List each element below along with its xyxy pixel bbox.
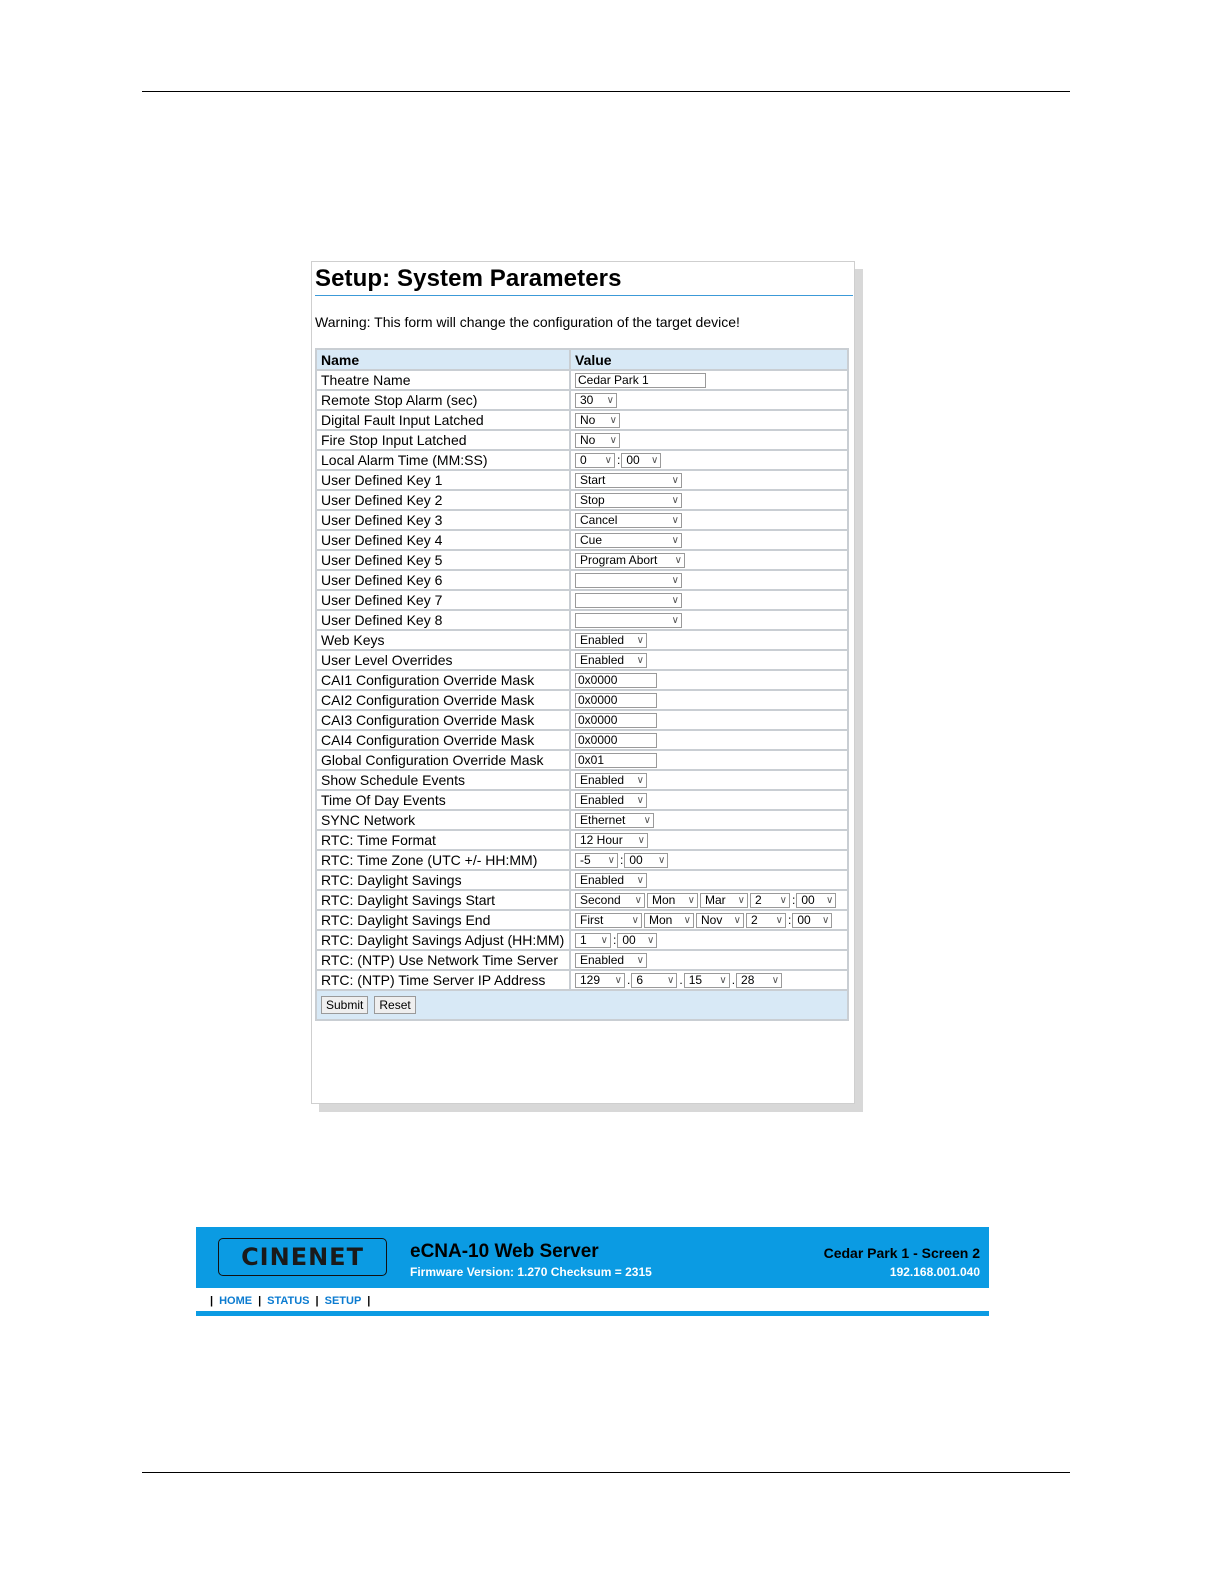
table-row [316, 710, 848, 730]
table-row [316, 770, 848, 790]
chevron-down-icon: ∨ [733, 914, 741, 926]
param-value-cell [570, 870, 848, 890]
param-name: Fire Stop Input Latched [316, 430, 570, 450]
param-value-fields [575, 453, 844, 468]
select-value: Enabled [580, 953, 625, 967]
param-text-input[interactable]: 0x0000 [575, 673, 657, 688]
param-select[interactable] [575, 813, 654, 828]
select-value: 00 [626, 453, 640, 467]
param-name: CAI3 Configuration Override Mask [316, 710, 570, 730]
param-select[interactable] [792, 913, 832, 928]
select-value: 00 [801, 893, 815, 907]
param-name: CAI1 Configuration Override Mask [316, 670, 570, 690]
param-value-fields [575, 473, 844, 488]
param-name: User Defined Key 4 [316, 530, 570, 550]
param-select[interactable] [575, 533, 682, 548]
submit-button[interactable]: Submit [321, 996, 368, 1014]
table-row [316, 590, 848, 610]
param-value-cell [570, 890, 848, 910]
select-value: Start [580, 473, 606, 487]
param-value-cell [570, 830, 848, 850]
param-value-fields [575, 393, 844, 408]
param-select[interactable] [575, 913, 642, 928]
param-value-cell [570, 510, 848, 530]
param-value-fields [575, 773, 844, 788]
table-row [316, 970, 848, 990]
param-select[interactable] [696, 913, 744, 928]
param-name: Web Keys [316, 630, 570, 650]
param-select[interactable] [575, 413, 620, 428]
param-value-cell [570, 590, 848, 610]
reset-button[interactable]: Reset [374, 996, 415, 1014]
param-value-fields [575, 433, 844, 448]
table-header [316, 349, 848, 370]
chevron-down-icon: ∨ [822, 914, 830, 926]
chevron-down-icon: ∨ [674, 554, 682, 566]
select-value: Mar [705, 893, 726, 907]
param-value-fields [575, 833, 844, 848]
param-value-cell [570, 930, 848, 950]
param-name: User Defined Key 7 [316, 590, 570, 610]
select-value: Enabled [580, 633, 625, 647]
table-row [316, 830, 848, 850]
param-value-fields [575, 373, 844, 388]
param-name: Show Schedule Events [316, 770, 570, 790]
chevron-down-icon: ∨ [606, 394, 614, 406]
chevron-down-icon: ∨ [826, 894, 834, 906]
table-row [316, 730, 848, 750]
param-value-fields [575, 513, 844, 528]
chevron-down-icon: ∨ [719, 974, 727, 986]
param-value-cell [570, 570, 848, 590]
param-value-fields [575, 713, 844, 728]
param-name: User Defined Key 3 [316, 510, 570, 530]
param-value-cell [570, 610, 848, 630]
nav-setup-link[interactable]: SETUP [324, 1295, 362, 1307]
param-value-cell [570, 490, 848, 510]
param-value-cell [570, 950, 848, 970]
field-separator: : [620, 853, 624, 867]
param-value-fields [575, 573, 844, 588]
param-select[interactable] [647, 893, 698, 908]
param-value-fields [575, 553, 844, 568]
param-value-fields [575, 813, 844, 828]
param-select[interactable] [575, 653, 647, 668]
chevron-down-icon: ∨ [671, 594, 679, 606]
param-value-fields [575, 413, 844, 428]
param-value-cell [570, 970, 848, 990]
nav-separator: | [258, 1295, 262, 1307]
param-select[interactable] [700, 893, 748, 908]
table-row [316, 530, 848, 550]
param-value-cell [570, 750, 848, 770]
footer-rule [142, 1472, 1070, 1473]
select-value: 2 [755, 893, 762, 907]
chevron-down-icon: ∨ [609, 434, 617, 446]
field-separator: . [679, 973, 683, 987]
table-body [316, 370, 848, 990]
field-separator: . [627, 973, 631, 987]
param-value-fields [575, 913, 844, 928]
param-name: RTC: Time Format [316, 830, 570, 850]
param-name: User Defined Key 8 [316, 610, 570, 630]
chevron-down-icon: ∨ [607, 854, 615, 866]
param-value-fields [575, 593, 844, 608]
table-row [316, 370, 848, 390]
nav-home-link[interactable]: HOME [219, 1295, 253, 1307]
chevron-down-icon: ∨ [771, 974, 780, 986]
select-value: Enabled [580, 873, 625, 887]
select-value: 129 [580, 973, 601, 987]
param-text-input[interactable]: 0x0000 [575, 693, 657, 708]
select-value: Program Abort [580, 553, 658, 567]
param-select[interactable] [575, 613, 682, 628]
select-value: Stop [580, 493, 605, 507]
select-value: No [580, 433, 596, 447]
param-value-fields [575, 733, 844, 748]
button-cell [316, 990, 848, 1020]
param-name: Digital Fault Input Latched [316, 410, 570, 430]
select-value: 00 [629, 853, 643, 867]
table-row [316, 650, 848, 670]
table-row [316, 750, 848, 770]
parameters-table [315, 348, 849, 1021]
param-name: User Defined Key 1 [316, 470, 570, 490]
select-value: Ethernet [580, 813, 626, 827]
chevron-down-icon: ∨ [671, 494, 679, 506]
nav-status-link[interactable]: STATUS [267, 1295, 310, 1307]
firmware-info: Firmware Version: 1.270 Checksum = 2315 [410, 1265, 652, 1279]
param-value-cell [570, 650, 848, 670]
param-select[interactable] [746, 913, 786, 928]
table-row [316, 790, 848, 810]
cinenet-logo [218, 1238, 387, 1276]
param-select[interactable] [575, 933, 611, 948]
param-name: Remote Stop Alarm (sec) [316, 390, 570, 410]
param-value-fields [575, 873, 844, 888]
param-name: RTC: Daylight Savings Adjust (HH:MM) [316, 930, 570, 950]
param-value-fields [575, 613, 844, 628]
chevron-down-icon: ∨ [671, 534, 679, 546]
table-row [316, 810, 848, 830]
table-row [316, 670, 848, 690]
select-value: 12 Hour [580, 833, 623, 847]
chevron-down-icon: ∨ [600, 934, 608, 946]
param-name: Theatre Name [316, 370, 570, 390]
param-value-fields [575, 893, 844, 908]
chevron-down-icon: ∨ [634, 894, 642, 906]
param-text-input[interactable]: 0x0000 [575, 713, 657, 728]
param-value-cell [570, 530, 848, 550]
button-row [316, 990, 848, 1020]
table-row [316, 610, 848, 630]
table-row [316, 930, 848, 950]
table-row [316, 510, 848, 530]
title-underline [315, 295, 853, 296]
chevron-down-icon: ∨ [671, 574, 679, 586]
param-select[interactable] [684, 973, 730, 988]
param-select[interactable] [575, 873, 647, 888]
nav-separator: | [315, 1295, 319, 1307]
param-select[interactable] [736, 973, 782, 988]
page-title: Setup: System Parameters [315, 265, 622, 292]
param-value-cell [570, 430, 848, 450]
select-value: Enabled [580, 653, 625, 667]
chevron-down-icon: ∨ [636, 794, 644, 806]
param-name: CAI4 Configuration Override Mask [316, 730, 570, 750]
param-value-cell [570, 410, 848, 430]
param-value-cell [570, 710, 848, 730]
param-value-cell [570, 790, 848, 810]
select-value: -5 [580, 853, 591, 867]
chevron-down-icon: ∨ [671, 474, 679, 486]
param-value-fields [575, 853, 844, 868]
param-select[interactable] [575, 593, 682, 608]
param-value-fields [575, 973, 844, 988]
nav-separator: | [367, 1295, 371, 1307]
chevron-down-icon: ∨ [604, 454, 612, 466]
param-select[interactable] [575, 833, 648, 848]
chevron-down-icon: ∨ [637, 834, 645, 846]
table-row [316, 630, 848, 650]
param-text-input[interactable]: 0x01 [575, 753, 657, 768]
select-value: 00 [622, 933, 636, 947]
param-select[interactable] [750, 893, 790, 908]
param-name: User Defined Key 6 [316, 570, 570, 590]
table-row [316, 850, 848, 870]
param-value-cell [570, 770, 848, 790]
param-name: Time Of Day Events [316, 790, 570, 810]
site-banner [196, 1227, 989, 1288]
select-value: 0 [580, 453, 587, 467]
param-value-cell [570, 390, 848, 410]
param-select[interactable] [575, 893, 645, 908]
select-value: Cancel [580, 513, 618, 527]
field-separator: : [613, 933, 617, 947]
param-value-fields [575, 653, 844, 668]
param-name: User Defined Key 2 [316, 490, 570, 510]
param-value-fields [575, 753, 844, 768]
select-value: 1 [580, 933, 587, 947]
param-value-fields [575, 673, 844, 688]
param-name: Global Configuration Override Mask [316, 750, 570, 770]
ip-address: 192.168.001.040 [889, 1265, 980, 1279]
table-row [316, 950, 848, 970]
param-select[interactable] [575, 513, 682, 528]
param-value-fields [575, 533, 844, 548]
param-name: User Level Overrides [316, 650, 570, 670]
table-row [316, 550, 848, 570]
table-row [316, 890, 848, 910]
select-value: 15 [688, 973, 703, 987]
param-value-fields [575, 693, 844, 708]
setup-panel [311, 261, 855, 1104]
chevron-down-icon: ∨ [779, 894, 787, 906]
chevron-down-icon: ∨ [651, 454, 659, 466]
select-value: 2 [751, 913, 758, 927]
param-select[interactable] [575, 453, 615, 468]
param-value-fields [575, 793, 844, 808]
nav-bar [210, 1295, 370, 1307]
warning-text: Warning: This form will change the configuration of the target device! [315, 314, 740, 330]
chevron-down-icon: ∨ [636, 654, 644, 666]
param-value-cell [570, 550, 848, 570]
select-value: First [580, 913, 604, 927]
param-select[interactable] [631, 973, 677, 988]
param-name: RTC: Daylight Savings End [316, 910, 570, 930]
col-name-header: Name [316, 349, 570, 370]
param-select[interactable] [575, 773, 647, 788]
param-name: RTC: Daylight Savings Start [316, 890, 570, 910]
param-select[interactable] [621, 453, 661, 468]
table-row [316, 870, 848, 890]
param-value-cell [570, 810, 848, 830]
param-name: User Defined Key 5 [316, 550, 570, 570]
chevron-down-icon: ∨ [658, 854, 666, 866]
chevron-down-icon: ∨ [636, 954, 644, 966]
param-value-cell [570, 730, 848, 750]
param-select[interactable] [575, 393, 617, 408]
param-value-cell [570, 370, 848, 390]
server-title: eCNA-10 Web Server [410, 1241, 599, 1262]
select-value: No [580, 413, 596, 427]
header-rule [142, 91, 1070, 92]
select-value: Mon [649, 913, 673, 927]
table-row [316, 470, 848, 490]
chevron-down-icon: ∨ [636, 874, 644, 886]
select-value: Second [580, 893, 621, 907]
param-value-cell [570, 850, 848, 870]
col-value-header: Value [570, 349, 848, 370]
param-value-cell [570, 450, 848, 470]
param-value-fields [575, 953, 844, 968]
param-select[interactable] [575, 633, 647, 648]
chevron-down-icon: ∨ [737, 894, 745, 906]
param-name: SYNC Network [316, 810, 570, 830]
chevron-down-icon: ∨ [687, 894, 695, 906]
param-select[interactable] [575, 853, 618, 868]
param-value-cell [570, 470, 848, 490]
param-name: RTC: (NTP) Time Server IP Address [316, 970, 570, 990]
param-select[interactable] [575, 953, 647, 968]
param-text-input[interactable]: 0x0000 [575, 733, 657, 748]
chevron-down-icon: ∨ [775, 914, 783, 926]
table-row [316, 390, 848, 410]
param-select[interactable] [575, 973, 625, 988]
param-select[interactable] [575, 573, 682, 588]
field-separator: : [788, 913, 792, 927]
param-name: RTC: Time Zone (UTC +/- HH:MM) [316, 850, 570, 870]
chevron-down-icon: ∨ [683, 914, 691, 926]
param-name: CAI2 Configuration Override Mask [316, 690, 570, 710]
table-row [316, 450, 848, 470]
param-value-fields [575, 933, 844, 948]
chevron-down-icon: ∨ [609, 414, 617, 426]
chevron-down-icon: ∨ [614, 974, 622, 986]
chevron-down-icon: ∨ [667, 974, 675, 986]
site-name: Cedar Park 1 - Screen 2 [823, 1245, 980, 1261]
table-row [316, 690, 848, 710]
param-select[interactable] [575, 473, 682, 488]
field-separator: . [731, 973, 736, 987]
select-value: 00 [797, 913, 811, 927]
param-name: RTC: (NTP) Use Network Time Server [316, 950, 570, 970]
select-value: Mon [652, 893, 676, 907]
table-row [316, 910, 848, 930]
nav-separator: | [210, 1295, 214, 1307]
param-value-cell [570, 670, 848, 690]
param-select[interactable] [575, 553, 685, 568]
select-value: 30 [580, 393, 594, 407]
param-select[interactable] [617, 933, 657, 948]
param-select[interactable] [575, 493, 682, 508]
chevron-down-icon: ∨ [636, 634, 644, 646]
field-separator: : [792, 893, 796, 907]
table-row [316, 430, 848, 450]
select-value: Nov [701, 913, 723, 927]
param-value-fields [575, 633, 844, 648]
param-value-cell [570, 690, 848, 710]
table-row [316, 410, 848, 430]
chevron-down-icon: ∨ [671, 514, 679, 526]
chevron-down-icon: ∨ [643, 814, 651, 826]
param-select[interactable] [624, 853, 668, 868]
param-value-cell [570, 630, 848, 650]
table-row [316, 490, 848, 510]
chevron-down-icon: ∨ [631, 914, 639, 926]
param-select[interactable] [575, 433, 620, 448]
logo-text: CINENET [241, 1243, 364, 1271]
param-name: Local Alarm Time (MM:SS) [316, 450, 570, 470]
select-value: Cue [580, 533, 603, 547]
nav-underline [196, 1311, 989, 1316]
param-value-fields [575, 493, 844, 508]
select-value: 28 [741, 973, 755, 987]
param-value-cell [570, 910, 848, 930]
select-value: Enabled [580, 793, 625, 807]
chevron-down-icon: ∨ [636, 774, 644, 786]
table-row [316, 570, 848, 590]
param-text-input[interactable]: Cedar Park 1 [575, 373, 706, 388]
chevron-down-icon: ∨ [647, 934, 655, 946]
chevron-down-icon: ∨ [671, 614, 679, 626]
param-select[interactable] [796, 893, 836, 908]
param-name: RTC: Daylight Savings [316, 870, 570, 890]
field-separator: : [617, 453, 621, 467]
select-value: 6 [636, 973, 644, 987]
param-select[interactable] [575, 793, 647, 808]
param-select[interactable] [644, 913, 694, 928]
select-value: Enabled [580, 773, 625, 787]
